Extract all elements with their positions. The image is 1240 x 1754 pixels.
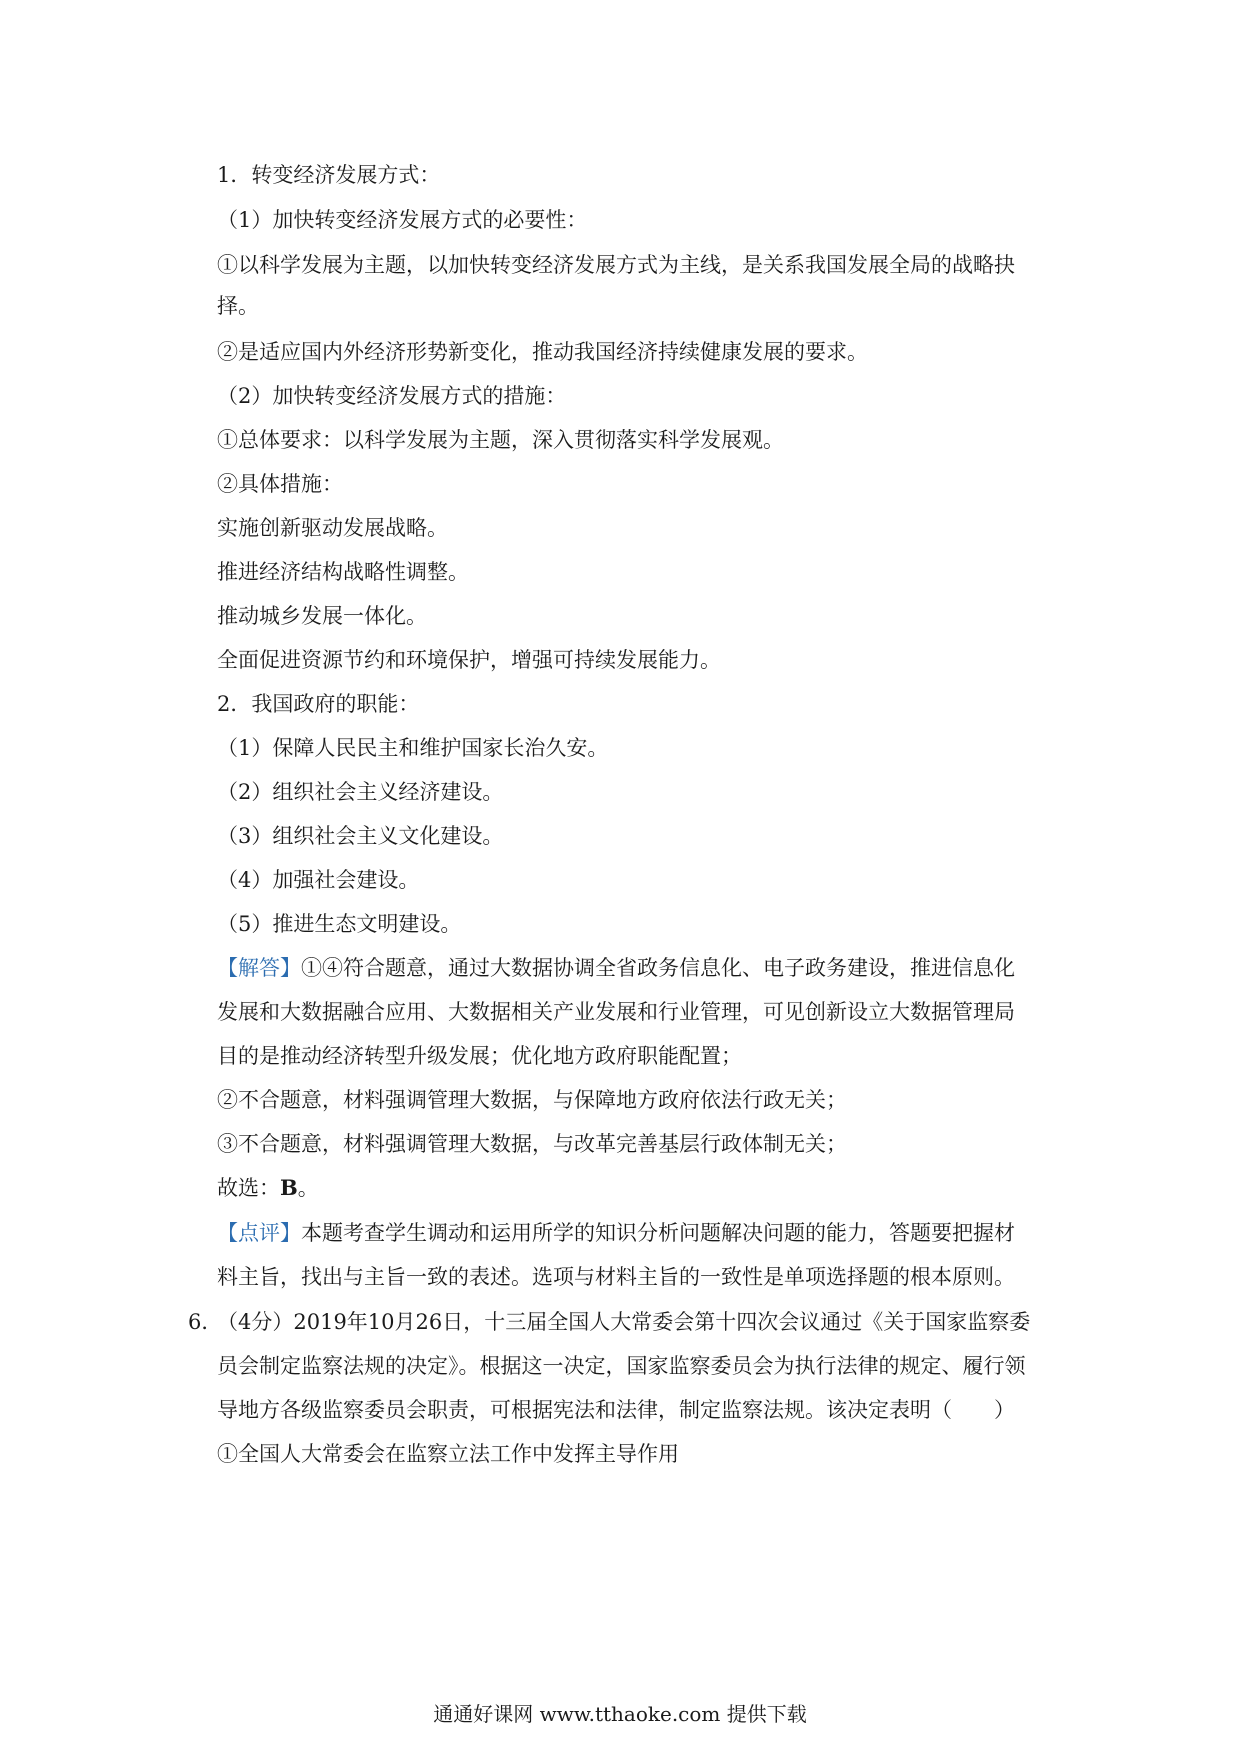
measure-item-3: 推动城乡发展一体化。 [217, 604, 427, 628]
question-line-1: （4分）2019年10月26日，十三届全国人大常委会第十四次会议通过《关于国家监察委 [217, 1310, 1031, 1334]
measure-specific-heading: ②具体措施： [217, 472, 343, 496]
subheading-measures: （2）加快转变经济发展方式的措施： [217, 384, 567, 408]
answer-choice-value: B [280, 1175, 298, 1200]
necessity-point-1-cont: 择。 [217, 294, 259, 318]
answer-text-1: ①④符合题意，通过大数据协调全省政务信息化、电子政务建设，推进信息化 [301, 956, 1015, 980]
measure-item-4: 全面促进资源节约和环境保护，增强可持续发展能力。 [217, 648, 721, 672]
question-line-3: 导地方各级监察委员会职责，可根据宪法和法律，制定监察法规。该决定表明（ ） [217, 1398, 1015, 1422]
necessity-point-1: ①以科学发展为主题，以加快转变经济发展方式为主线，是关系我国发展全局的战略抉 [217, 253, 1015, 277]
question-line-2: 员会制定监察法规的决定》。根据这一决定，国家监察委员会为执行法律的规定、履行领 [217, 1354, 1026, 1378]
question-number: 6． [188, 1310, 223, 1334]
comment-line-2: 料主旨，找出与主旨一致的表述。选项与材料主旨的一致性是单项选择题的根本原则。 [217, 1265, 1015, 1289]
page-footer: 通通好课网 www.tthaoke.com 提供下载 [433, 1702, 807, 1726]
heading-transform-economy: 1．转变经济发展方式： [217, 163, 441, 187]
answer-choice-suffix: 。 [297, 1176, 319, 1200]
subheading-necessity: （1）加快转变经济发展方式的必要性： [217, 208, 588, 232]
gov-function-5: （5）推进生态文明建设。 [217, 912, 462, 936]
heading-gov-functions: 2．我国政府的职能： [217, 692, 420, 716]
question-option-1: ①全国人大常委会在监察立法工作中发挥主导作用 [217, 1442, 679, 1466]
gov-function-3: （3）组织社会主义文化建设。 [217, 824, 504, 848]
necessity-point-2: ②是适应国内外经济形势新变化，推动我国经济持续健康发展的要求。 [217, 340, 868, 364]
answer-line-2: 发展和大数据融合应用、大数据相关产业发展和行业管理，可见创新设立大数据管理局 [217, 1000, 1015, 1024]
comment-text-1: 本题考查学生调动和运用所学的知识分析问题解决问题的能力，答题要把握材 [301, 1221, 1015, 1245]
answer-choice-prefix: 故选： [217, 1176, 280, 1200]
answer-line-4: ②不合题意，材料强调管理大数据，与保障地方政府依法行政无关； [217, 1088, 847, 1112]
answer-choice [217, 1173, 1057, 1203]
gov-function-2: （2）组织社会主义经济建设。 [217, 780, 504, 804]
comment-tag: 【点评】 [217, 1221, 301, 1245]
measure-item-2: 推进经济结构战略性调整。 [217, 560, 469, 584]
measure-item-1: 实施创新驱动发展战略。 [217, 516, 448, 540]
answer-line-1 [217, 953, 1057, 983]
answer-line-5: ③不合题意，材料强调管理大数据，与改革完善基层行政体制无关； [217, 1132, 847, 1156]
measure-general: ①总体要求：以科学发展为主题，深入贯彻落实科学发展观。 [217, 428, 784, 452]
gov-function-1: （1）保障人民民主和维护国家长治久安。 [217, 736, 609, 760]
answer-line-3: 目的是推动经济转型升级发展；优化地方政府职能配置； [217, 1044, 742, 1068]
answer-tag: 【解答】 [217, 956, 301, 980]
gov-function-4: （4）加强社会建设。 [217, 868, 420, 892]
comment-line-1 [217, 1218, 1057, 1248]
